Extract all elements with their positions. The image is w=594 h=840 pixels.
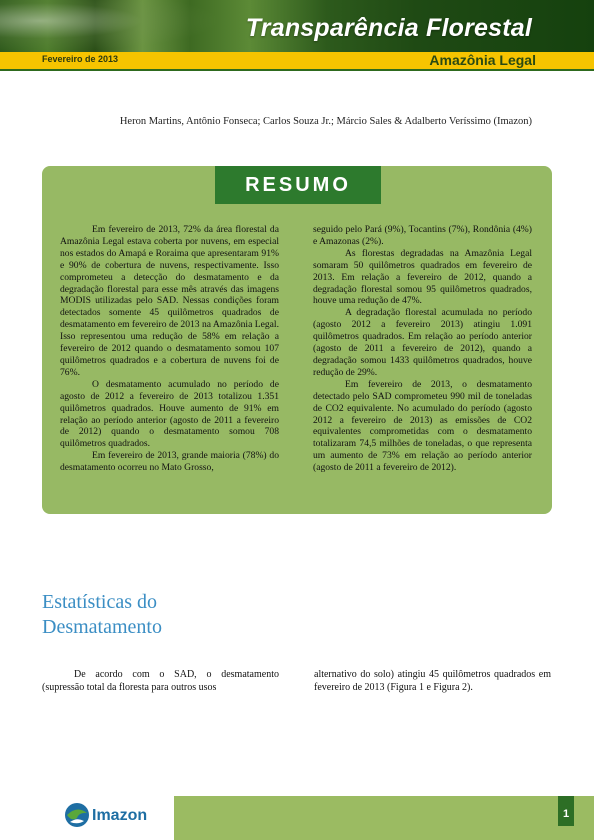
summary-paragraph: Em fevereiro de 2013, grande maioria (78%) do desmatamento ocorreu no Mato Grosso, xyxy=(60,450,279,474)
header-banner xyxy=(0,0,594,52)
summary-paragraph: Em fevereiro de 2013, 72% da área florestal da Amazônia Legal estava coberta por nuvens, em especial nos estados do Amapá e Roraima que apresentaram 91% e 90% de cobertura de nuvens, respectivamente. Isso comprometeu a detecção do desmatamento e da degradação florestal para esse mês através das imagens MODIS utilizadas pelo SAD. Nessas condições foram detectados somente 45 quilômetros quadrados de desmatamento em fevereiro de 2013 na Amazônia Legal. Isso representou uma redução de 58% em relação a fevereiro de 2012 quando o desmatamento somou 107 quilômetros quadrados e a cobertura de nuvens foi de 76%. xyxy=(60,224,279,378)
imazon-logo xyxy=(64,800,164,834)
footer-band xyxy=(174,796,594,840)
body-paragraph: De acordo com o SAD, o desmatamento (supressão total da floresta para outros usos xyxy=(42,669,279,693)
body-column-left xyxy=(42,669,279,694)
imazon-logo-text: Imazon xyxy=(92,807,148,824)
summary-paragraph: A degradação florestal acumulada no período (agosto 2012 a fevereiro 2013) atingiu 1.091 quilômetros quadrados. Em relação ao período anterior (agosto de 2011 a fevereiro de 2012), quando a degradação somou 1433 quilômetros quadrados, houve redução de 29%. xyxy=(313,307,532,378)
summary-column-right xyxy=(313,224,532,474)
summary-column-left xyxy=(60,224,279,474)
summary-paragraph: O desmatamento acumulado no período de agosto de 2012 a fevereiro de 2013 totalizou 1.351 quilômetros quadrados. Houve aumento de 91% em relação ao período anterior (agosto de 2011 a fevereiro de 2012) quando o desmatamento somou 708 quilômetros quadrados. xyxy=(60,378,279,450)
section-heading xyxy=(42,590,342,640)
header-divider xyxy=(0,69,594,71)
header-info-bar xyxy=(0,52,594,69)
imazon-logo-icon xyxy=(64,800,90,830)
summary-paragraph: Em fevereiro de 2013, o desmatamento detectado pelo SAD comprometeu 990 mil de toneladas de CO2 equivalente. No acumulado do período (agosto 2012 a fevereiro de 2013) as emissões de CO2 equivalentes comprometidas com o desmatamento totalizaram 74,5 milhões de toneladas, o que representa um aumento de 73% em relação ao período anterior (agosto de 2011 a fevereiro de 2012). xyxy=(313,378,532,474)
page-number: 1 xyxy=(558,796,574,826)
section-heading-line: Estatísticas do xyxy=(42,591,157,613)
body-paragraph: alternativo do solo) atingiu 45 quilômetros quadrados em fevereiro de 2013 (Figura 1 e Figura 2). xyxy=(314,669,551,693)
summary-title: RESUMO xyxy=(215,166,381,204)
publication-date: Fevereiro de 2013 xyxy=(42,54,119,64)
publication-title: Transparência Florestal xyxy=(245,14,532,42)
body-column-right xyxy=(314,669,551,694)
header-photo-highlight xyxy=(0,0,220,52)
summary-paragraph: seguido pelo Pará (9%), Tocantins (7%), Rondônia (4%) e Amazonas (2%). xyxy=(313,224,532,247)
publication-region: Amazônia Legal xyxy=(429,52,536,68)
section-heading-line: Desmatamento xyxy=(42,616,162,638)
summary-paragraph: As florestas degradadas na Amazônia Legal somaram 50 quilômetros quadrados em fevereiro de 2013. Em relação a fevereiro de 2012, quando a degradação florestal somou 95 quilômetros quadrados, houve uma redução de 47%. xyxy=(313,247,532,307)
authors-line: Heron Martins, Antônio Fonseca; Carlos Souza Jr.; Márcio Sales & Adalberto Veríssimo (Imazon) xyxy=(119,116,532,127)
